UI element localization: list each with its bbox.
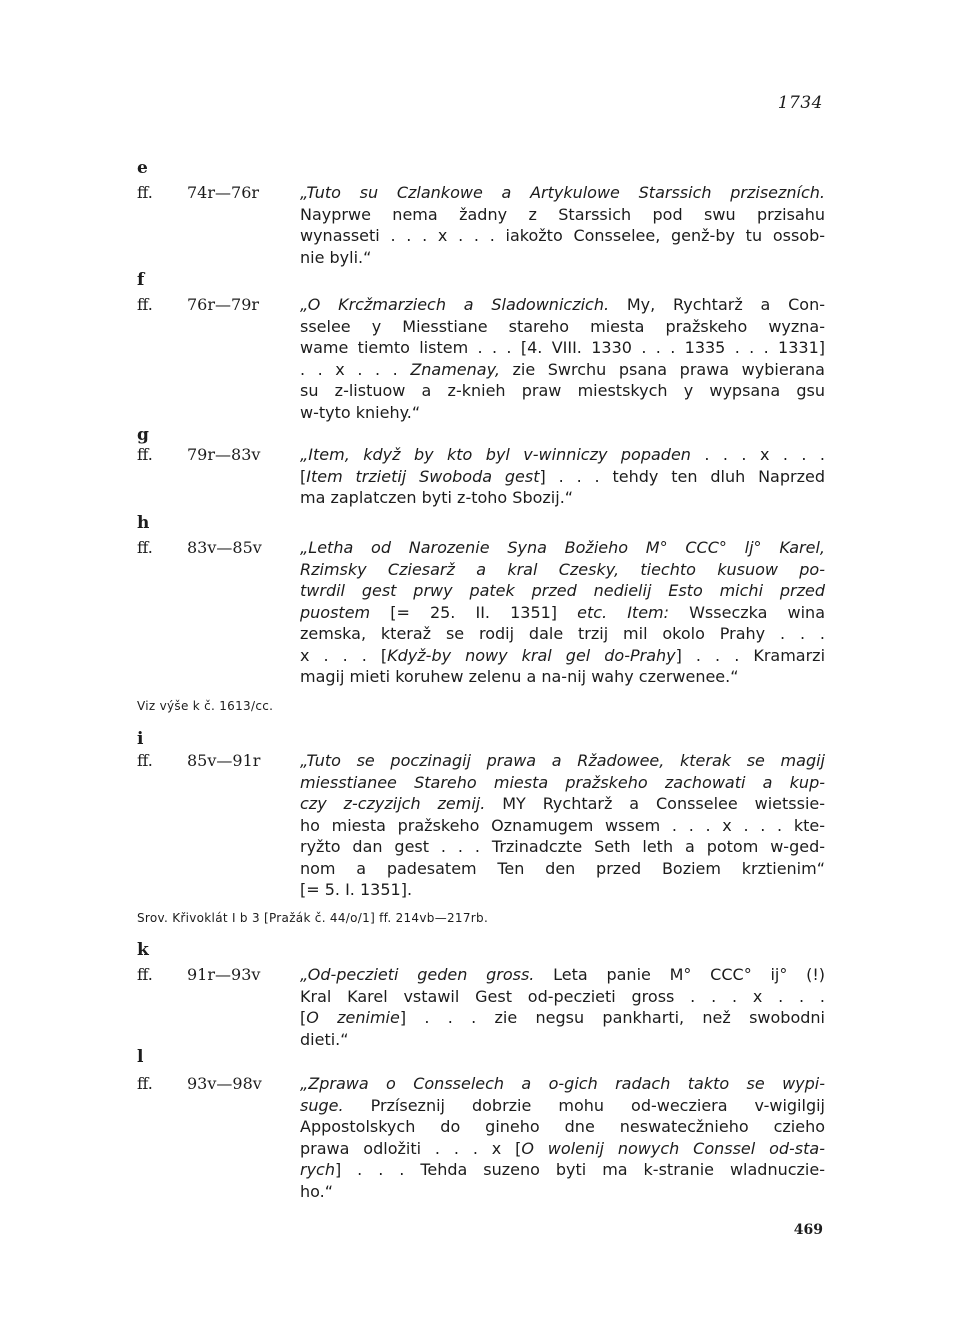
text-run: My, Rychtarž a Con- xyxy=(609,295,825,314)
text-run: w-tyto kniehy.“ xyxy=(300,402,421,422)
text-run: Kral Karel vstawil Gest od-peczieti gross . . . x . . . xyxy=(300,986,825,1006)
text-run: Przíseznij dobrzie mohu od-wecziera v-wigilgij xyxy=(343,1095,825,1115)
text-line xyxy=(300,666,825,688)
text-run: Wsseczka wina xyxy=(669,602,825,622)
text-run: sselee y Miesstiane stareho miesta pražskeho wyzna- xyxy=(300,316,825,336)
italic-run: puostem xyxy=(300,602,371,622)
section-letter: l xyxy=(137,1047,144,1067)
text-run: . . . x . . . xyxy=(690,445,825,464)
text-line xyxy=(300,337,825,359)
text-run: ] . . . Tehda suzeno byti ma k-stranie wladnuczie- xyxy=(334,1160,825,1179)
text-line xyxy=(300,623,825,645)
entry-text xyxy=(300,537,825,688)
folio-range: 79r—83v xyxy=(187,445,261,464)
text-run: dieti.“ xyxy=(300,1029,349,1049)
text-line xyxy=(300,580,825,602)
text-line xyxy=(300,537,825,559)
text-line xyxy=(300,1181,825,1203)
text-run: ] . . . tehdy ten dluh Naprzed xyxy=(539,466,825,486)
text-line xyxy=(300,380,825,402)
italic-run: suge. xyxy=(300,1095,344,1115)
text-run: su z-listuow a z-knieh praw miestskych y wypsana gsu xyxy=(300,381,825,400)
text-run: nie byli.“ xyxy=(300,247,372,267)
text-line xyxy=(300,836,825,858)
italic-run: „Zprawa o Consselech a o-gich radach takto se wypi- xyxy=(300,1074,825,1093)
italic-run: Rzimsky Cziesarž a kral Czesky, tiechto kusuow po- xyxy=(300,559,825,579)
text-run: Nayprwe nema žadny z Starssich pod swu przisahu xyxy=(300,204,825,224)
folio-label: ff. xyxy=(137,538,153,557)
italic-run: miesstianee Stareho miesta pražskeho zachowati a kup- xyxy=(300,772,825,792)
section-letter: h xyxy=(137,513,150,533)
text-run: [ xyxy=(300,1008,307,1027)
section-letter: k xyxy=(137,940,149,960)
entry-text xyxy=(300,750,825,901)
italic-run: etc. Item: xyxy=(577,602,670,622)
text-line xyxy=(300,247,825,269)
text-run: prawa odložiti . . . x [ xyxy=(300,1138,522,1158)
text-line xyxy=(300,294,825,316)
folio-label: ff. xyxy=(137,965,153,984)
text-run: [= 5. I. 1351]. xyxy=(300,880,413,899)
text-run: ma zaplatczen byti z-toho Sbozij.“ xyxy=(300,488,574,507)
text-run: Leta panie M° CCC° ij° (!) xyxy=(534,965,825,984)
page-number-bottom: 469 xyxy=(793,1222,823,1238)
italic-run: Když-by nowy kral gel do-Prahy xyxy=(387,645,676,665)
text-line xyxy=(300,793,825,815)
entry-text xyxy=(300,294,825,423)
text-line xyxy=(300,1007,825,1029)
section-letter: g xyxy=(137,425,149,445)
folio-label: ff. xyxy=(137,1074,153,1093)
text-line xyxy=(300,316,825,338)
text-line xyxy=(300,602,825,624)
text-line xyxy=(300,772,825,794)
text-line xyxy=(300,402,825,424)
text-line xyxy=(300,879,825,901)
italic-run: „Tuto su Czlankowe a Artykulowe Starssich przisezních. xyxy=(300,183,825,202)
italic-run: „Od-peczieti geden gross. xyxy=(300,965,535,984)
page-number-top: 1734 xyxy=(777,93,823,113)
italic-run: O zenimie xyxy=(306,1008,400,1027)
text-line xyxy=(300,750,825,772)
text-line xyxy=(300,1116,825,1138)
italic-run: O wolenij nowych Conssel od-sta- xyxy=(521,1138,825,1158)
italic-run: Item trzietij Swoboda gest xyxy=(306,466,540,486)
text-run: ryžto dan gest . . . Trzinadczte Seth leth a potom w-ged- xyxy=(300,837,825,856)
folio-range: 74r—76r xyxy=(187,183,260,202)
text-line xyxy=(300,359,825,381)
text-run: zie Swrchu psana prawa wybierana xyxy=(499,359,825,379)
entry-text xyxy=(300,444,825,509)
text-line xyxy=(300,487,825,509)
text-run: ] . . . Kramarzi xyxy=(675,645,826,665)
text-run: [ xyxy=(300,466,307,486)
text-run: wynasseti . . . x . . . iakožto Consselee, genž-by tu ossob- xyxy=(300,226,825,245)
cross-reference-note: Viz výše k č. 1613/cc. xyxy=(137,699,274,713)
section-letter: i xyxy=(137,729,144,749)
text-line xyxy=(300,858,825,880)
text-line xyxy=(300,815,825,837)
text-run: nom a padesatem Ten den przed Boziem krztienim“ xyxy=(300,858,825,878)
text-line xyxy=(300,1159,825,1181)
italic-run: „O Krcžmarziech a Sladowniczich. xyxy=(300,295,610,314)
text-run: magij mieti koruhew zelenu a na-nij wahy czerwenee.“ xyxy=(300,667,739,686)
italic-run: „Item, když by kto byl v-winniczy popaden xyxy=(300,445,691,464)
folio-label: ff. xyxy=(137,445,153,464)
italic-run: Znamenay, xyxy=(410,359,500,379)
entry-text xyxy=(300,182,825,268)
text-run: ho miesta pražskeho Oznamugem wssem . . . x . . . kte- xyxy=(300,815,825,835)
entry-text xyxy=(300,964,825,1050)
folio-label: ff. xyxy=(137,295,153,314)
text-line xyxy=(300,964,825,986)
text-line xyxy=(300,559,825,581)
text-run: [= 25. II. 1351] xyxy=(370,602,578,622)
folio-label: ff. xyxy=(137,751,153,770)
section-letter: e xyxy=(137,158,148,178)
text-run: wame tiemto listem . . . [4. VIII. 1330 . . . 1335 . . . 1331] xyxy=(300,338,825,357)
folio-label: ff. xyxy=(137,183,153,202)
text-run: Appostolskych do gineho dne neswatecžnieho czieho xyxy=(300,1117,825,1136)
text-line xyxy=(300,986,825,1008)
text-run: x . . . [ xyxy=(300,645,388,665)
italic-run: czy z-czyzijch zemij. xyxy=(300,794,486,813)
folio-range: 91r—93v xyxy=(187,965,261,984)
text-line xyxy=(300,1095,825,1117)
text-run: zemska, kteraž se rodij dale trzij mil okolo Prahy . . . xyxy=(300,624,825,643)
text-run: ] . . . zie negsu pankharti, než swobodni xyxy=(399,1008,825,1027)
folio-range: 76r—79r xyxy=(187,295,260,314)
text-line xyxy=(300,225,825,247)
text-line xyxy=(300,182,825,204)
text-line xyxy=(300,645,825,667)
folio-range: 85v—91r xyxy=(187,751,261,770)
text-run: ho.“ xyxy=(300,1181,334,1201)
italic-run: „Letha od Narozenie Syna Božieho M° CCC° lj° Karel, xyxy=(300,538,825,557)
section-letter: f xyxy=(137,270,145,290)
text-run: MY Rychtarž a Consselee wietssie- xyxy=(485,794,826,813)
comparison-note: Srov. Křivoklát I b 3 [Pražák č. 44/o/1] ff. 214vb—217rb. xyxy=(137,911,489,925)
text-line xyxy=(300,1073,825,1095)
folio-range: 93v—98v xyxy=(187,1074,262,1093)
text-line xyxy=(300,1029,825,1051)
text-run: . . x . . . xyxy=(300,359,411,379)
text-line xyxy=(300,204,825,226)
text-line xyxy=(300,466,825,488)
italic-run: „Tuto se poczinagij prawa a Ržadowee, kterak se magij xyxy=(300,751,825,770)
text-line xyxy=(300,444,825,466)
entry-text xyxy=(300,1073,825,1202)
italic-run: twrdil gest prwy patek przed nedielij Esto michi przed xyxy=(300,581,825,600)
italic-run: rych xyxy=(300,1160,335,1179)
text-line xyxy=(300,1138,825,1160)
folio-range: 83v—85v xyxy=(187,538,262,557)
